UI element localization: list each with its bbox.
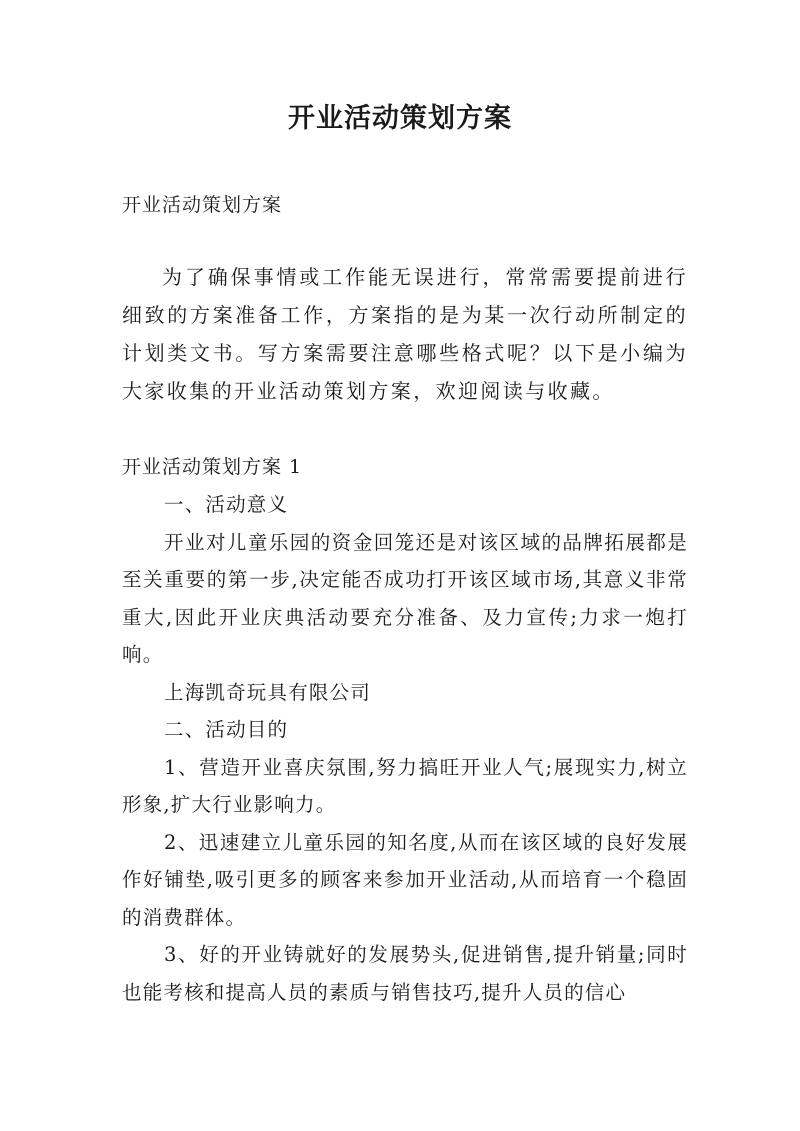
document-title: 开业活动策划方案 — [288, 103, 512, 134]
company-name: 上海凯奇玩具有限公司 — [164, 680, 372, 704]
purpose-item-3: 3、好的开业铸就好的发展势头,促进销售,提升销量;同时也能考核和提高人员的素质与销售技巧,提升人员的信心 — [122, 943, 688, 1004]
document-subtitle: 开业活动策划方案 — [122, 194, 283, 216]
document-body — [122, 486, 688, 1011]
heading-activity-purpose: 二、活动目的 — [164, 718, 289, 741]
paragraph-activity-meaning: 开业对儿童乐园的资金回笼还是对该区域的品牌拓展都是至关重要的第一步,决定能否成功打开该区域市场,其意义非常重大,因此开业庆典活动要充分准备、及力宣传;力求一炮打响。 — [122, 530, 688, 666]
purpose-item-1: 1、营造开业喜庆氛围,努力搞旺开业人气;展现实力,树立形象,扩大行业影响力。 — [122, 755, 688, 816]
intro-paragraph: 为了确保事情或工作能无误进行，常常需要提前进行细致的方案准备工作，方案指的是为某一次行动所制定的计划类文书。写方案需要注意哪些格式呢？以下是小编为大家收集的开业活动策划方案，欢迎阅读与收藏。 — [122, 265, 688, 403]
heading-activity-meaning: 一、活动意义 — [164, 493, 289, 516]
section-heading: 开业活动策划方案 1 — [122, 456, 303, 478]
purpose-item-2: 2、迅速建立儿童乐园的知名度,从而在该区域的良好发展作好铺垫,吸引更多的顾客来参加开业活动,从而培育一个稳固的消费群体。 — [122, 830, 688, 929]
